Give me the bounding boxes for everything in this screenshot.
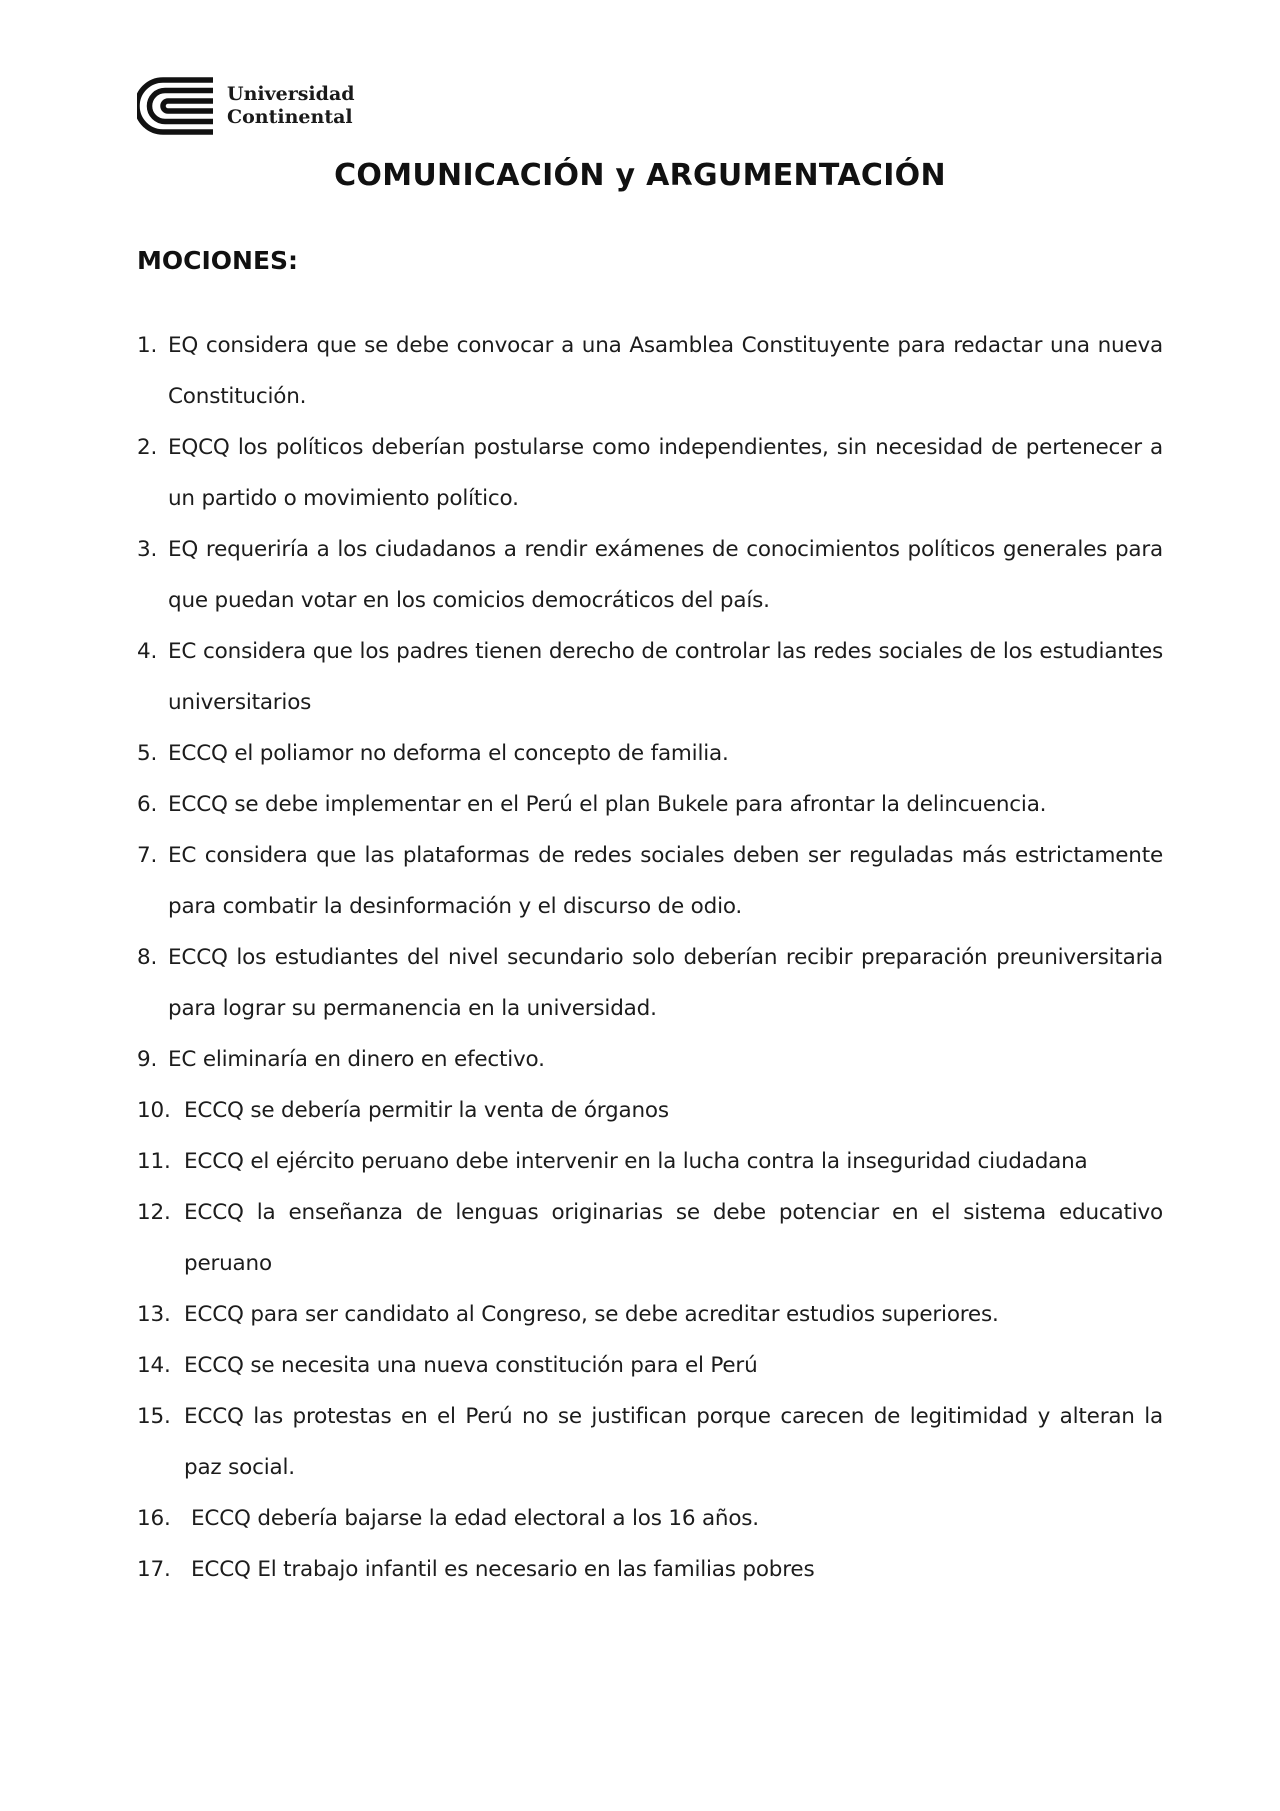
list-item-number: 16. [137,1506,171,1531]
list-item-text: EQCQ los políticos deberían postularse como independientes, sin necesidad de pertenecer a un partido o movimiento político. [168,435,1163,511]
list-item [137,1085,1163,1136]
list-item-number: 17. [137,1557,171,1582]
list-item-number: 4. [137,639,158,664]
list-item-number: 6. [137,792,158,817]
list-item-number: 1. [137,333,158,358]
list-item [137,1340,1163,1391]
list-item-text: ECCQ se debería permitir la venta de órganos [184,1098,669,1123]
list-item [137,1544,1163,1595]
list-item [137,524,1163,626]
page-title: COMUNICACIÓN y ARGUMENTACIÓN [334,158,946,193]
list-item [137,320,1163,422]
list-item-text: ECCQ debería bajarse la edad electoral a los 16 años. [191,1506,759,1531]
logo-line-1: Universidad [227,83,355,105]
section-heading: MOCIONES: [137,246,299,275]
list-item [137,1034,1163,1085]
list-item-number: 11. [137,1149,171,1174]
list-item-text: ECCQ el poliamor no deforma el concepto de familia. [168,741,729,766]
list-item-text: EC considera que los padres tienen derecho de controlar las redes sociales de los estudiantes universitarios [168,639,1163,715]
list-item-number: 15. [137,1404,171,1429]
list-item [137,422,1163,524]
list-item-text: EQ requeriría a los ciudadanos a rendir exámenes de conocimientos políticos generales para que puedan votar en los comicios democráticos del país. [168,537,1163,613]
list-item-text: EC eliminaría en dinero en efectivo. [168,1047,545,1072]
list-item-number: 9. [137,1047,158,1072]
list-item-number: 5. [137,741,158,766]
list-item-text: ECCQ El trabajo infantil es necesario en las familias pobres [191,1557,815,1582]
list-item [137,1187,1163,1289]
list-item-text: ECCQ los estudiantes del nivel secundario solo deberían recibir preparación preuniversitaria para lograr su permanencia en la universidad. [168,945,1163,1021]
list-item [137,626,1163,728]
list-item-text: ECCQ las protestas en el Perú no se justifican porque carecen de legitimidad y alteran la paz social. [184,1404,1163,1480]
list-item-text: ECCQ se debe implementar en el Perú el plan Bukele para afrontar la delincuencia. [168,792,1047,817]
list-item-number: 10. [137,1098,171,1123]
list-item [137,1289,1163,1340]
list-item-number: 7. [137,843,158,868]
list-item-number: 12. [137,1200,171,1225]
list-item-number: 13. [137,1302,171,1327]
list-item-number: 14. [137,1353,171,1378]
list-item [137,728,1163,779]
list-item-text: ECCQ la enseñanza de lenguas originarias se debe potenciar en el sistema educativo peruano [184,1200,1163,1276]
list-item [137,1136,1163,1187]
list-item-text: ECCQ para ser candidato al Congreso, se debe acreditar estudios superiores. [184,1302,999,1327]
list-item [137,1493,1163,1544]
list-item-text: EQ considera que se debe convocar a una Asamblea Constituyente para redactar una nueva Constitución. [168,333,1163,409]
list-item-text: ECCQ se necesita una nueva constitución para el Perú [184,1353,758,1378]
university-logo-icon [137,77,215,135]
logo-line-2: Continental [227,106,353,128]
list-item [137,1391,1163,1493]
list-item-number: 3. [137,537,158,562]
list-item [137,830,1163,932]
list-item [137,932,1163,1034]
university-logo [137,76,437,136]
motions-list [137,320,1163,1595]
list-item [137,779,1163,830]
list-item-text: ECCQ el ejército peruano debe intervenir en la lucha contra la inseguridad ciudadana [184,1149,1088,1174]
list-item-text: EC considera que las plataformas de redes sociales deben ser reguladas más estrictamente para combatir la desinformación y el discurso de odio. [168,843,1163,919]
list-item-number: 2. [137,435,158,460]
list-item-number: 8. [137,945,158,970]
logo-wordmark [227,83,355,129]
